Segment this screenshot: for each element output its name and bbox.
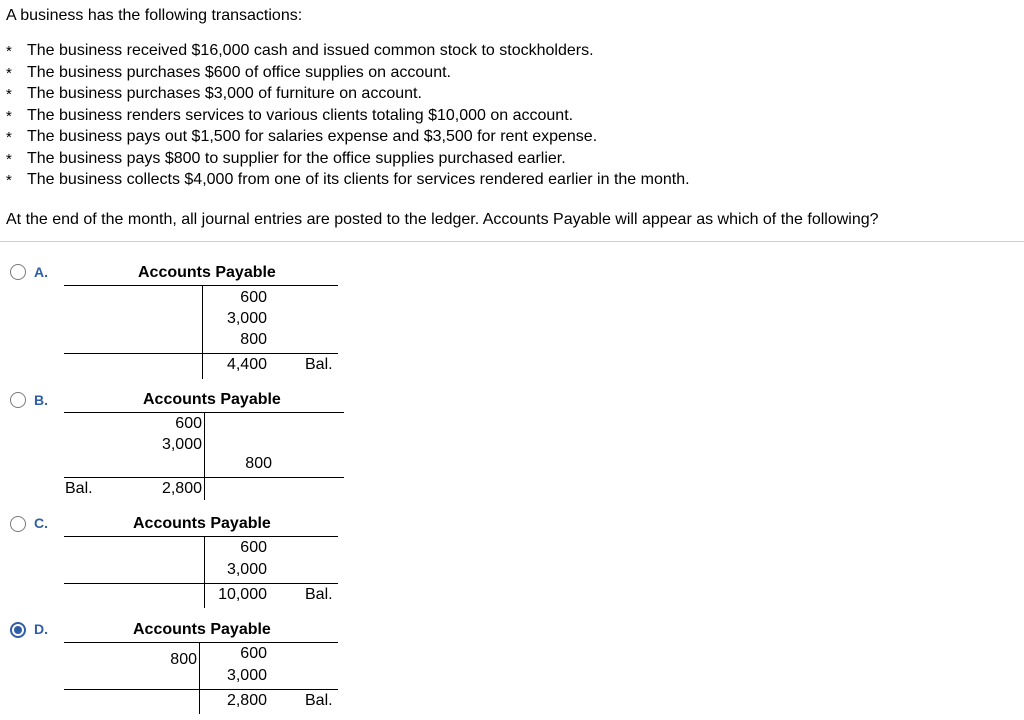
transaction-item: The business received $16,000 cash and issued common stock to stockholders. [27,42,594,59]
balance-value: 10,000 [218,586,267,603]
balance-label: Bal. [305,692,333,709]
account-title: Accounts Payable [143,391,281,408]
balance-line [64,353,338,354]
radio-d[interactable] [10,622,26,638]
account-title: Accounts Payable [133,621,271,638]
balance-value: 2,800 [226,692,267,709]
debit-entry: 800 [170,651,197,668]
credit-entry: 3,000 [226,310,267,327]
balance-label: Bal. [305,356,333,373]
radio-b[interactable] [10,392,26,408]
balance-line [64,689,338,690]
transaction-item: The business pays out $1,500 for salaries expense and $3,500 for rent expense. [27,128,598,145]
debit-entry: 3,000 [161,436,202,453]
radio-c[interactable] [10,516,26,532]
balance-value: 2,800 [161,480,202,497]
credit-entry: 600 [240,289,267,306]
t-vertical-line [204,412,205,500]
divider [0,241,1024,242]
bullet-marker: * [6,172,12,189]
option-letter-a[interactable]: A. [34,264,48,280]
bullet-marker: * [6,86,12,103]
credit-entry: 3,000 [226,667,267,684]
transaction-item: The business purchases $3,000 of furniture on account. [27,85,422,102]
credit-entry: 3,000 [226,561,267,578]
balance-label: Bal. [305,586,333,603]
question-intro: A business has the following transactions: [6,7,303,24]
bullet-marker: * [6,151,12,168]
question-prompt: At the end of the month, all journal entries are posted to the ledger. Accounts Payable will appear as which of the following? [6,211,879,228]
t-vertical-line [199,642,200,714]
t-top-line [64,536,338,537]
balance-value: 4,400 [226,356,267,373]
balance-label: Bal. [65,480,93,497]
option-letter-b[interactable]: B. [34,392,48,408]
radio-a[interactable] [10,264,26,280]
balance-line [64,477,344,478]
t-top-line [64,642,338,643]
t-top-line [64,285,338,286]
option-letter-d[interactable]: D. [34,621,48,637]
balance-line [64,583,338,584]
credit-entry: 600 [240,645,267,662]
account-title: Accounts Payable [138,264,276,281]
transaction-item: The business renders services to various clients totaling $10,000 on account. [27,107,574,124]
bullet-marker: * [6,129,12,146]
credit-entry: 800 [245,455,272,472]
option-letter-c[interactable]: C. [34,515,48,531]
credit-entry: 600 [240,539,267,556]
debit-entry: 600 [175,415,202,432]
bullet-marker: * [6,43,12,60]
account-title: Accounts Payable [133,515,271,532]
credit-entry: 800 [240,331,267,348]
transaction-item: The business purchases $600 of office supplies on account. [27,64,451,81]
bullet-marker: * [6,108,12,125]
bullet-marker: * [6,65,12,82]
t-vertical-line [202,285,203,379]
transaction-item: The business pays $800 to supplier for the office supplies purchased earlier. [27,150,566,167]
transaction-item: The business collects $4,000 from one of its clients for services rendered earlier in the month. [27,171,690,188]
